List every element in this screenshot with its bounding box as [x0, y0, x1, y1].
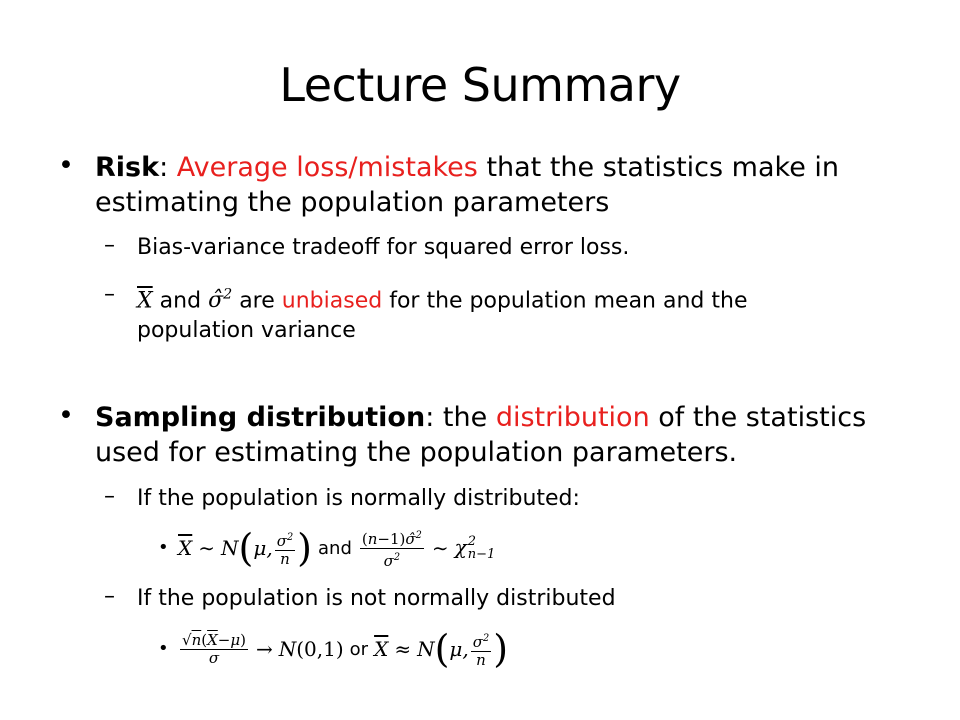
- fraction-scaled-variance: $\frac{(n-1)\sigmâ^2}{\sigma^2}$: [360, 527, 424, 570]
- risk-term: Risk: [95, 152, 160, 183]
- xbar-symbol: $\overline{X}$: [178, 536, 193, 560]
- risk-rest-line1: that the statistics make in: [486, 152, 840, 183]
- sub-bias-variance: Bias-variance tradeoff for squared error loss.: [137, 235, 630, 260]
- fraction-sigma2-over-n: $\frac{\sigma^2}{n}$: [471, 630, 491, 669]
- risk-text: Risk: Average loss/mistakes that the statistics make in estimating the population parameters: [95, 152, 840, 218]
- distribution-highlight: distribution: [495, 402, 650, 433]
- sub-unbiased: $\overline{X}$ and σ̂$^2$ are unbiased for the population mean and the population variance: [137, 287, 748, 344]
- dash-marker: –: [104, 584, 115, 609]
- xbar-symbol: $\overline{X}$: [374, 637, 389, 661]
- sub-normal: If the population is normally distributed:: [137, 486, 580, 511]
- dash-marker: –: [104, 233, 115, 258]
- dash-marker: –: [104, 484, 115, 509]
- sampling-term: Sampling distribution: [95, 402, 426, 433]
- chi-squared-symbol: χ 2 n−1: [454, 534, 496, 563]
- fraction-sigma2-over-n: $\frac{\sigma^2}{n}$: [275, 529, 295, 568]
- fraction-standardized-mean: $\frac{√n(\overline{X}-\mu)}{\sigma}$: [182, 630, 246, 667]
- bullet-marker: •: [158, 638, 169, 659]
- dash-marker: –: [104, 282, 115, 307]
- slide-title: Lecture Summary: [279, 58, 681, 112]
- formula-clt: $\frac{√n(\overline{X}-\mu)}{\sigma}$ → N (0,1) or $\overline{X}$ ≈ N ( μ, $\frac{\sigma^2}{n}$ ): [182, 627, 509, 671]
- bullet-marker: •: [58, 150, 74, 181]
- sigma-hat-squared-symbol: σ̂$^2$: [208, 287, 233, 314]
- bullet-marker: •: [58, 400, 74, 431]
- risk-rest-line2: estimating the population parameters: [95, 187, 610, 218]
- risk-highlight: Average loss/mistakes: [176, 152, 478, 183]
- bullet-marker: •: [158, 537, 169, 558]
- sampling-text: Sampling distribution: the distribution of the statistics used for estimating the population parameters.: [95, 402, 867, 468]
- sub-not-normal: If the population is not normally distributed: [137, 586, 616, 611]
- xbar-symbol: $\overline{X}$: [137, 288, 153, 314]
- unbiased-highlight: unbiased: [281, 288, 383, 314]
- formula-normal: $\overline{X}$ ∼ N ( μ, $\frac{\sigma^2}{n}$ ) and $\frac{(n-1)\sigmâ^2}{\sigma^2}$ ∼ χ 2 n−1: [178, 526, 496, 570]
